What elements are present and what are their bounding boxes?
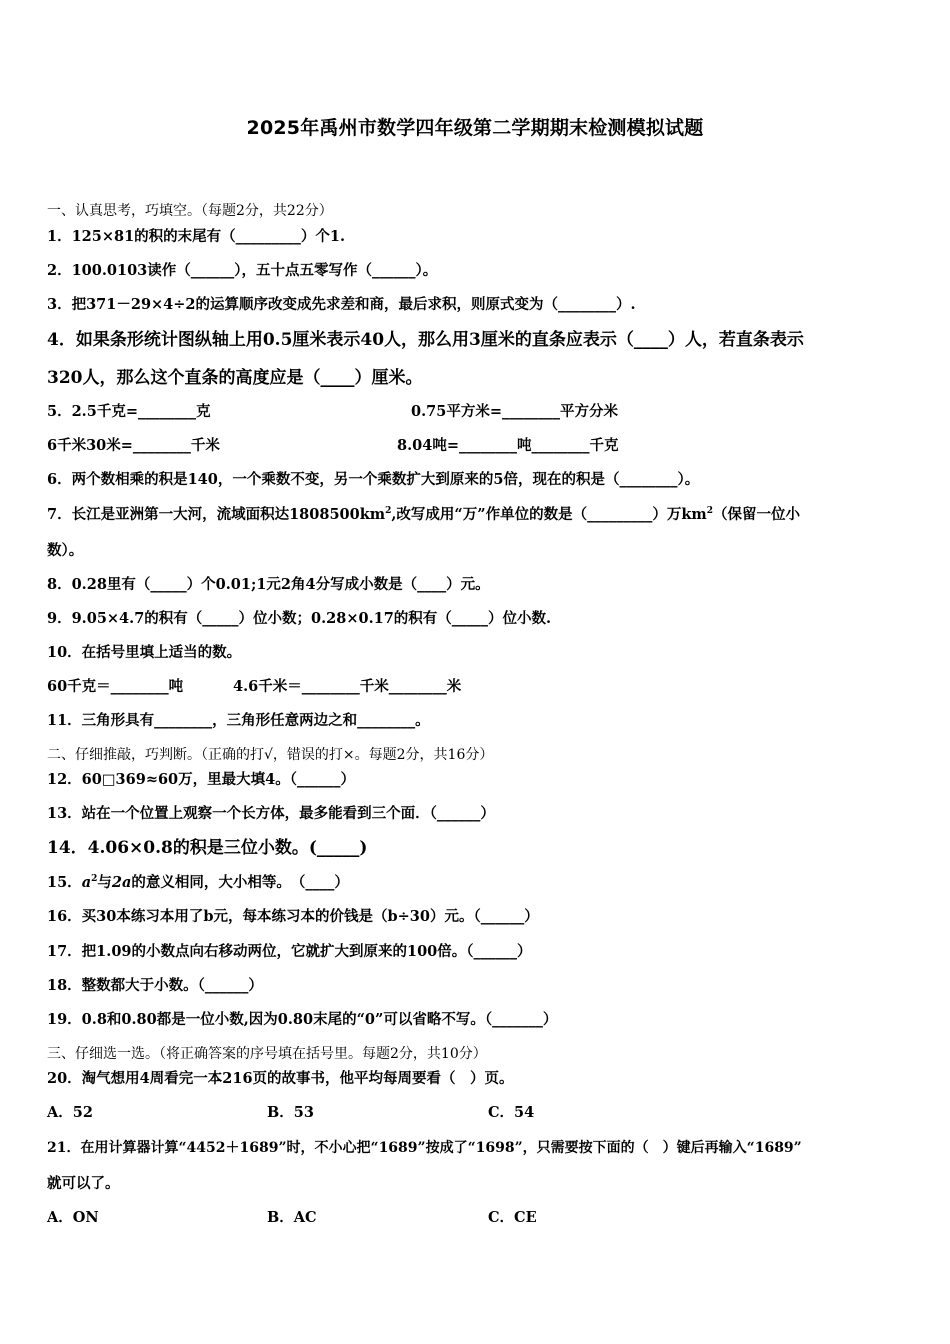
question-21-option-c: C．CE xyxy=(488,1209,537,1226)
question-10-part-b: 4.6千米＝________千米________米 xyxy=(233,678,462,695)
question-5-part-c: 6千米30米=________千米 xyxy=(47,437,220,454)
question-20: 20．淘气想用4周看完一本216页的故事书，他平均每周要看（ ）页。 xyxy=(47,1070,514,1087)
q7-superscript-1: 2 xyxy=(385,506,392,517)
section-3-heading: 三、仔细选一选。（将正确答案的序号填在括号里。每题2分，共10分） xyxy=(47,1046,487,1062)
q15-text-mid: 与 xyxy=(97,874,112,891)
q15-variable-2a: 2a xyxy=(111,874,132,891)
question-21-option-b: B．AC xyxy=(267,1209,317,1226)
question-8: 8．0.28里有（_____）个0.01;1元2角4分写成小数是（____）元。 xyxy=(47,576,490,593)
q7-text-mid: ,改写成用“万”作单位的数是（_________）万km xyxy=(391,506,707,523)
question-5-part-b: 0.75平方米=________平方分米 xyxy=(411,403,618,420)
question-10: 10．在括号里填上适当的数。 xyxy=(47,644,242,661)
q15-superscript: 2 xyxy=(91,874,98,885)
question-14: 14．4.06×0.8的积是三位小数。(_____) xyxy=(47,838,368,858)
section-2-heading: 二、仔细推敲，巧判断。（正确的打√，错误的打×。每题2分，共16分） xyxy=(47,747,494,763)
section-1-heading: 一、认真思考，巧填空。（每题2分，共22分） xyxy=(47,203,333,219)
question-21-line-2: 就可以了。 xyxy=(47,1175,120,1192)
question-20-option-a: A．52 xyxy=(47,1104,93,1121)
question-5-part-a: 5．2.5千克=________克 xyxy=(47,403,211,420)
question-7-line-2: 数）。 xyxy=(47,542,84,559)
q7-text-pre: 7．长江是亚洲第一大河，流域面积达1808500km xyxy=(47,506,386,523)
question-11: 11．三角形具有________，三角形任意两边之和________。 xyxy=(47,712,430,729)
q15-variable-a: a xyxy=(81,874,92,891)
question-19: 19．0.8和0.80都是一位小数,因为0.80末尾的“0”可以省略不写。（_______） xyxy=(47,1011,558,1028)
q15-number: 15． xyxy=(47,874,82,891)
question-18: 18．整数都大于小数。（______） xyxy=(47,977,263,994)
q7-text-post: （保留一位小 xyxy=(713,506,801,523)
question-4-line-1: 4．如果条形统计图纵轴上用0.5厘米表示40人，那么用3厘米的直条应表示（____）人，若直条表示 xyxy=(47,330,804,350)
page-title: 2025年禹州市数学四年级第二学期期末检测模拟试题 xyxy=(246,117,704,139)
q15-text-post: 的意义相同，大小相等。 （____） xyxy=(131,874,349,891)
question-21-option-a: A．ON xyxy=(47,1209,99,1226)
question-5-part-d: 8.04吨=________吨________千克 xyxy=(397,437,619,454)
question-16: 16．买30本练习本用了b元，每本练习本的价钱是（b÷30）元。（______） xyxy=(47,908,539,925)
question-6: 6．两个数相乘的积是140，一个乘数不变，另一个乘数扩大到原来的5倍，现在的积是（________）。 xyxy=(47,471,700,488)
question-20-option-c: C．54 xyxy=(488,1104,535,1121)
question-21-line-1: 21．在用计算器计算“4452＋1689”时，不小心把“1689”按成了“1698”，只需要按下面的（ ）键后再输入“1689” xyxy=(47,1140,802,1156)
question-15 xyxy=(47,874,349,892)
question-4-line-2: 320人，那么这个直条的高度应是（____）厘米。 xyxy=(47,368,423,388)
q7-superscript-2: 2 xyxy=(706,506,714,517)
question-7-line-1 xyxy=(47,506,800,524)
question-9: 9．9.05×4.7的积有（_____）位小数；0.28×0.17的积有（_____）位小数. xyxy=(47,610,552,627)
question-12: 12．60□369≈60万，里最大填4。（______） xyxy=(47,771,355,788)
question-13: 13．站在一个位置上观察一个长方体，最多能看到三个面．（______） xyxy=(47,805,495,822)
question-20-option-b: B．53 xyxy=(267,1104,314,1121)
question-3: 3．把371－29×4÷2的运算顺序改变成先求差和商，最后求积，则原式变为（________）. xyxy=(47,296,636,313)
question-1: 1．125×81的积的末尾有（_________）个1. xyxy=(47,228,346,245)
question-10-part-a: 60千克＝________吨 xyxy=(47,678,184,695)
question-2: 2．100.0103读作（______），五十点五零写作（______）。 xyxy=(47,262,438,279)
question-17: 17．把1.09的小数点向右移动两位，它就扩大到原来的100倍。（______） xyxy=(47,943,532,960)
